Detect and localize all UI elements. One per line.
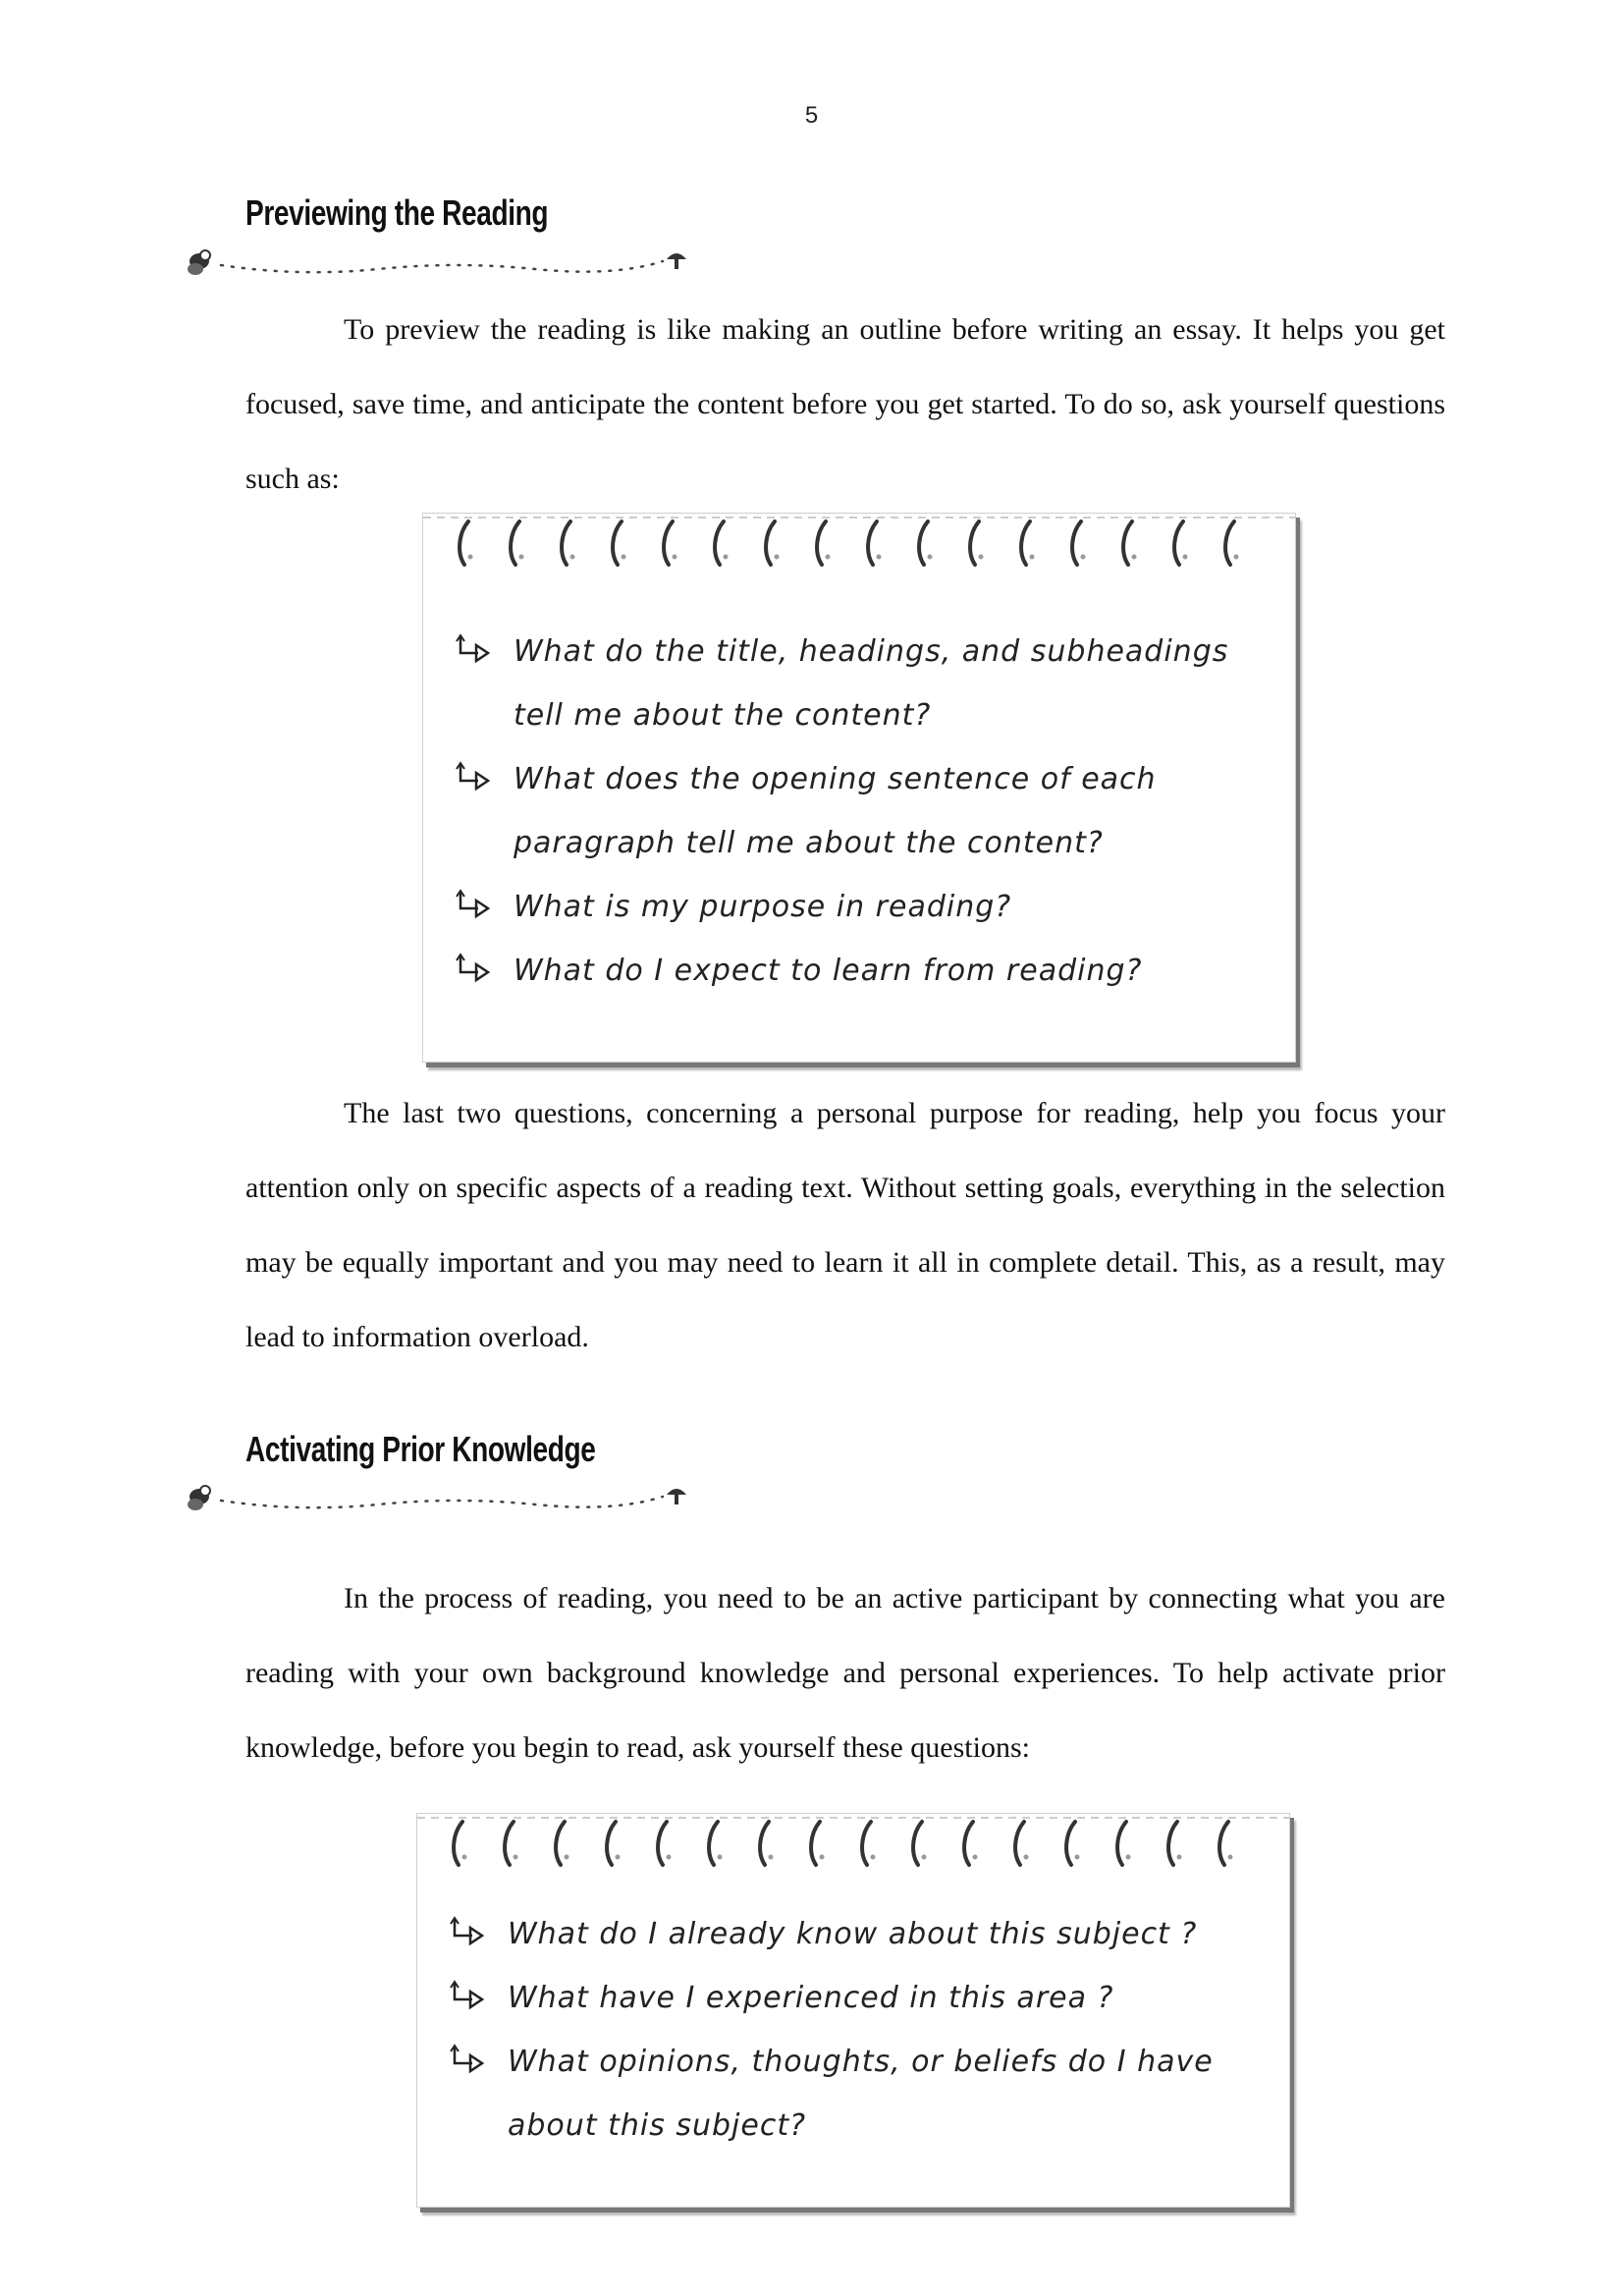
spiral-binding: [423, 514, 1295, 569]
hooked-arrow-icon: [449, 2044, 488, 2079]
spiral-hole: [922, 1855, 927, 1860]
spiral-hole: [1132, 555, 1137, 560]
hooked-arrow-icon: [455, 953, 494, 988]
spiral-hole: [718, 1855, 723, 1860]
spiral-hole: [1183, 555, 1188, 560]
spiral-hole: [565, 1855, 569, 1860]
spiral-hole: [1177, 1855, 1182, 1860]
mushroom-icon: [667, 1489, 686, 1504]
spiral-hole: [1075, 1855, 1080, 1860]
spiral-hole: [973, 1855, 978, 1860]
spiral-hole: [622, 555, 626, 560]
spiral-hole: [462, 1855, 467, 1860]
spiral-hole: [769, 1855, 774, 1860]
spiral-hole: [1030, 555, 1035, 560]
spiral-hole: [570, 555, 575, 560]
spiral-hole: [468, 555, 473, 560]
spiral-hole: [1081, 555, 1086, 560]
spiral-loop: [919, 521, 928, 565]
spiral-loop: [1219, 1822, 1228, 1865]
spiral-loop: [1066, 1822, 1075, 1865]
spiral-binding: [417, 1814, 1289, 1869]
page-number: 5: [804, 102, 819, 129]
spiral-loop: [1015, 1822, 1024, 1865]
spiral-loop: [817, 521, 826, 565]
spiral-loop: [1072, 521, 1081, 565]
spiral-loop: [613, 521, 622, 565]
spiral-loop: [562, 521, 570, 565]
previewing-followup: The last two questions, concerning a personal purpose for reading, help you focus your attention only on specific aspects of a reading text. Without setting goals, everything in the selection may be equally important and you may need to learn it all in complete detail. This, as a result, may lead to information overload.: [245, 1097, 1445, 1353]
mushroom-icon: [667, 253, 686, 269]
spiral-loop: [811, 1822, 820, 1865]
spiral-hole: [775, 555, 780, 560]
spiral-hole: [616, 1855, 621, 1860]
spiral-loop: [607, 1822, 616, 1865]
previewing-questions: [455, 620, 1275, 1003]
dotted-divider: [182, 1481, 692, 1520]
list-item: What do I already know about this subject ?: [449, 1902, 1270, 1966]
hooked-arrow-icon: [449, 1980, 488, 2015]
list-item: What do I expect to learn from reading?: [455, 939, 1275, 1003]
spiral-loop: [1174, 521, 1183, 565]
hooked-arrow-icon: [449, 1916, 488, 1951]
hooked-arrow-icon: [455, 889, 494, 924]
bee-icon: [188, 1486, 210, 1510]
spiral-hole: [877, 555, 882, 560]
spiral-hole: [1024, 1855, 1029, 1860]
spiral-loop: [766, 521, 775, 565]
spiral-loop: [760, 1822, 769, 1865]
spiral-loop: [1123, 521, 1132, 565]
spiral-loop: [556, 1822, 565, 1865]
section-heading-prior-knowledge: Activating Prior Knowledge: [245, 1429, 596, 1469]
list-item: What is my purpose in reading?: [455, 875, 1275, 939]
spiral-hole: [724, 555, 729, 560]
spiral-loop: [505, 1822, 514, 1865]
spiral-loop: [460, 521, 468, 565]
list-item: What opinions, thoughts, or beliefs do I have about this subject?: [449, 2030, 1270, 2158]
previewing-intro: To preview the reading is like making an outline before writing an essay. It helps you get focused, save time, and anticipate the content before you get started. To do so, ask yourself questions such as:: [245, 313, 1445, 495]
spiral-hole: [820, 1855, 825, 1860]
spiral-hole: [871, 1855, 876, 1860]
spiral-loop: [715, 521, 724, 565]
spiral-loop: [511, 521, 519, 565]
spiral-loop: [1117, 1822, 1126, 1865]
prior-knowledge-intro: In the process of reading, you need to be an active participant by connecting what you are reading with your own background knowledge and personal experiences. To help activate prior knowledge, before you begin to read, ask yourself these questions:: [245, 1582, 1445, 1764]
spiral-hole: [1234, 555, 1239, 560]
spiral-loop: [913, 1822, 922, 1865]
question-note-card: [416, 1813, 1290, 2208]
hooked-arrow-icon: [455, 633, 494, 669]
prior-knowledge-questions: [449, 1902, 1270, 2158]
spiral-loop: [862, 1822, 871, 1865]
spiral-loop: [970, 521, 979, 565]
question-note-card: [422, 513, 1296, 1063]
spiral-loop: [664, 521, 673, 565]
spiral-hole: [1228, 1855, 1233, 1860]
hooked-arrow-icon: [455, 761, 494, 796]
spiral-loop: [1225, 521, 1234, 565]
list-item: What does the opening sentence of each paragraph tell me about the content?: [455, 747, 1275, 875]
spiral-hole: [514, 1855, 518, 1860]
section-heading-previewing: Previewing the Reading: [245, 192, 549, 233]
spiral-hole: [673, 555, 677, 560]
spiral-hole: [1126, 1855, 1131, 1860]
spiral-hole: [826, 555, 831, 560]
spiral-loop: [709, 1822, 718, 1865]
spiral-loop: [868, 521, 877, 565]
spiral-loop: [658, 1822, 667, 1865]
spiral-hole: [667, 1855, 672, 1860]
list-item: What have I experienced in this area ?: [449, 1966, 1270, 2030]
spiral-hole: [928, 555, 933, 560]
spiral-hole: [519, 555, 524, 560]
spiral-loop: [454, 1822, 462, 1865]
list-item: What do the title, headings, and subheadings tell me about the content?: [455, 620, 1275, 747]
spiral-loop: [1021, 521, 1030, 565]
spiral-hole: [979, 555, 984, 560]
spiral-loop: [964, 1822, 973, 1865]
bee-icon: [188, 250, 210, 275]
dotted-divider: [182, 246, 692, 285]
spiral-loop: [1168, 1822, 1177, 1865]
